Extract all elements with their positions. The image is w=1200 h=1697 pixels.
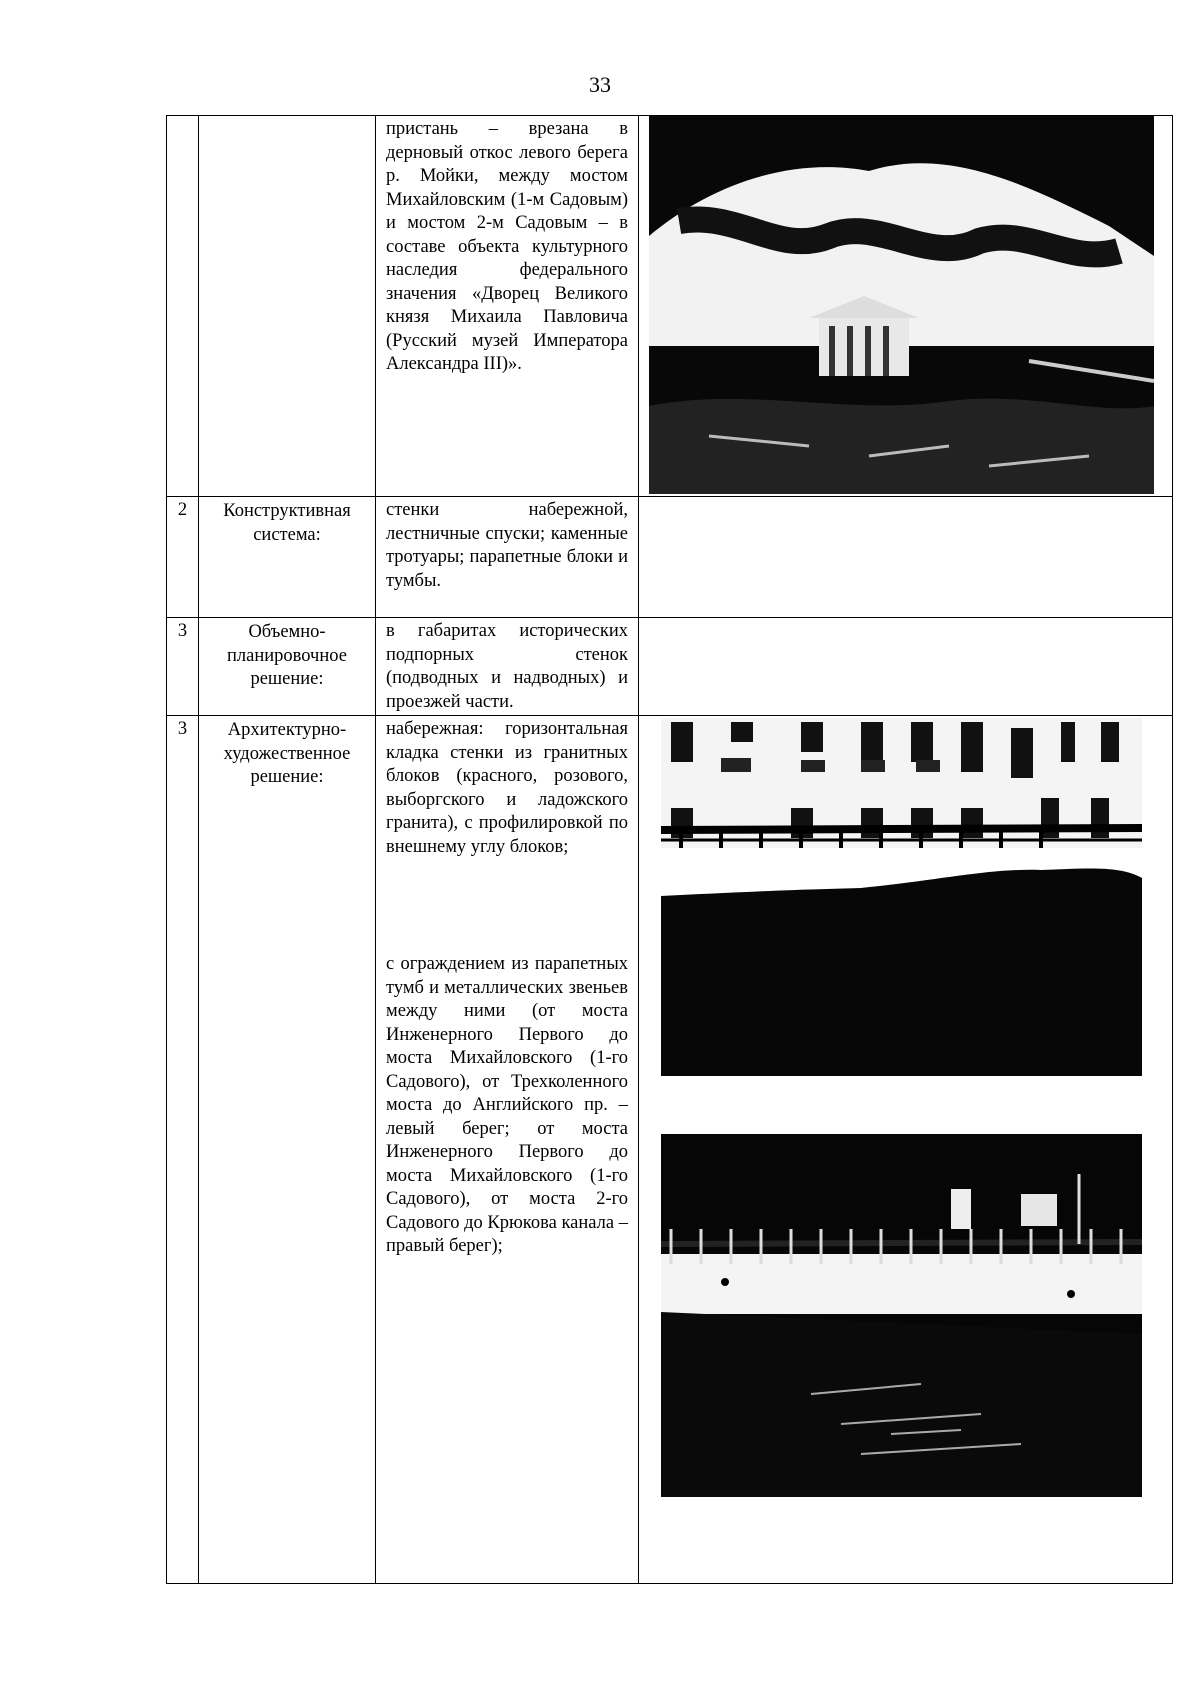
row-text-cell xyxy=(376,716,639,1584)
row-title: Архитектурно-художественное решение: xyxy=(223,720,351,787)
row-text: пристань – врезана в дерновый откос левого берега р. Мойки, между мостом Михайловским (1-м Садовым) и мостом 2-м Садовым – в составе объекта культурного наследия федерального значения «Дворец Великого князя Михаила Павловича (Русский музей Императора Александра III)». xyxy=(386,119,628,374)
row-text: с ограждением из парапетных тумб и металлических звеньев между ними (от моста Инженерного Первого до моста Михайловского (1-го Садового), от Трехколенного моста до Английского пр. – левый берег; от моста Инженерного Первого до моста Михайловского (1-го Садового), от моста 2-го Садового до Крюкова канала – правый берег); xyxy=(386,954,628,1256)
row-title xyxy=(199,116,375,119)
row-photo-cell xyxy=(639,116,1173,497)
palace-pier-photo xyxy=(649,116,1154,494)
row-text: набережная: горизонтальная кладка стенки из гранитных блоков (красного, розового, выборгского и ладожского гранита), с профилировкой по внешнему углу блоков; xyxy=(386,719,628,857)
row-number-cell: 2 xyxy=(167,497,199,618)
row-photo-cell xyxy=(639,716,1173,1584)
row-number-cell: 3 xyxy=(167,716,199,1584)
row-title-cell xyxy=(199,618,376,716)
document-table xyxy=(166,115,1173,1584)
row-title: Объемно-планировочное решение: xyxy=(227,622,347,689)
row-number-cell: 3 xyxy=(167,618,199,716)
row-title: Конструктивная система: xyxy=(223,501,351,545)
row-title-cell xyxy=(199,497,376,618)
row-photo-cell xyxy=(639,618,1173,716)
row-text: в габаритах исторических подпорных стенок (подводных и надводных) и проезжей части. xyxy=(386,621,628,712)
row-photo-cell xyxy=(639,497,1173,618)
page-number: 33 xyxy=(589,72,611,97)
row-text-cell xyxy=(376,618,639,716)
row-text-cell xyxy=(376,497,639,618)
embankment-facade-photo xyxy=(661,718,1142,1076)
row-title-cell xyxy=(199,716,376,1584)
table-row xyxy=(167,116,1173,497)
row-number-cell xyxy=(167,116,199,497)
table-row xyxy=(167,618,1173,716)
row-title-cell xyxy=(199,116,376,497)
row-text: стенки набережной, лестничные спуски; каменные тротуары; парапетные блоки и тумбы. xyxy=(386,500,628,591)
table-row xyxy=(167,716,1173,1584)
table-row xyxy=(167,497,1173,618)
row-text-cell xyxy=(376,116,639,497)
embankment-parapet-photo xyxy=(661,1134,1142,1497)
